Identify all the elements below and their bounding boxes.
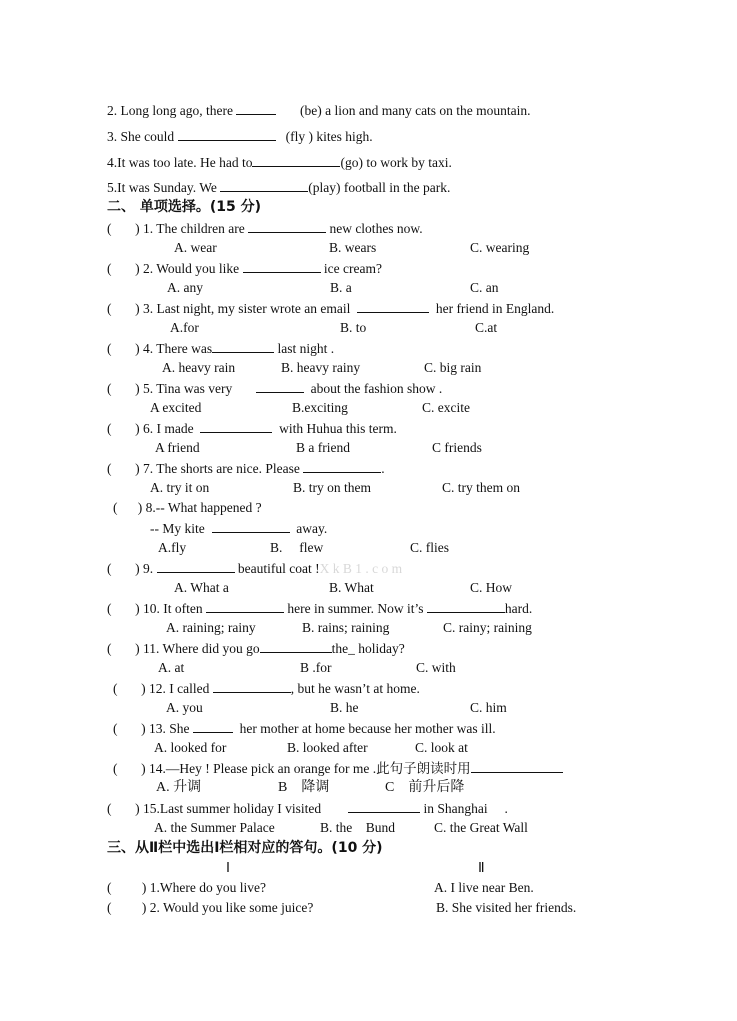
fill-question-4 <box>107 154 452 171</box>
answer-blank[interactable] <box>193 720 233 733</box>
answer-blank[interactable] <box>236 102 276 115</box>
answer-paren-open[interactable]: ( <box>113 681 118 696</box>
option-c[interactable]: C. with <box>416 660 456 675</box>
answer-blank[interactable] <box>212 520 290 533</box>
answer-blank[interactable] <box>157 560 235 573</box>
answer-paren-open[interactable]: ( <box>107 601 112 616</box>
answer-paren-open[interactable]: ( <box>113 761 118 776</box>
answer-paren-open[interactable]: ( <box>107 641 112 656</box>
answer-paren-open[interactable]: ( <box>107 461 112 476</box>
option-a[interactable]: A.fly <box>158 540 187 555</box>
question-13-stem: ) 13. She <box>141 721 190 736</box>
fill-question-2-text: 2. Long long ago, there <box>107 103 237 118</box>
match-question-1 <box>107 880 266 896</box>
option-a[interactable]: A. any <box>167 280 203 295</box>
question-4 <box>107 340 334 357</box>
option-b[interactable]: B. heavy rainy <box>281 360 361 375</box>
answer-blank[interactable] <box>256 380 304 393</box>
watermark: X k B 1 . c o m <box>319 561 403 576</box>
question-14-stem: ) 14.—Hey ! Please pick an orange for me .此句子朗读时用 <box>141 761 471 776</box>
option-c[interactable]: C. look at <box>415 740 468 755</box>
question-8-line-2-text: -- My kite <box>150 521 205 536</box>
question-2-stem-end: ice cream? <box>323 261 382 276</box>
option-a[interactable]: A. What a <box>174 580 229 595</box>
option-a[interactable]: A. try it on <box>150 480 210 495</box>
question-10-stem-end: hard. <box>504 601 533 616</box>
question-8-line-2-end: away. <box>296 521 328 536</box>
option-c[interactable]: C. flies <box>410 540 449 555</box>
answer-paren-open[interactable]: ( <box>107 421 112 436</box>
option-c[interactable]: C. How <box>470 580 513 595</box>
question-6-stem: ) 6. I made <box>135 421 194 436</box>
question-14 <box>113 760 563 777</box>
option-a[interactable]: A excited <box>150 400 202 415</box>
option-a[interactable]: A.for <box>170 320 199 335</box>
answer-paren-open[interactable]: ( <box>107 381 112 396</box>
option-b[interactable]: B .for <box>300 660 332 675</box>
answer-blank[interactable] <box>348 800 420 813</box>
answer-paren-open[interactable]: ( <box>107 221 112 236</box>
option-b[interactable]: B. he <box>330 700 359 715</box>
question-15-tail: . <box>504 801 508 816</box>
answer-blank[interactable] <box>248 220 326 233</box>
question-8-stem: ) 8.-- What happened ? <box>137 500 262 515</box>
answer-blank[interactable] <box>243 260 321 273</box>
option-b[interactable]: B. looked after <box>287 740 368 755</box>
question-1 <box>107 220 423 237</box>
question-7-stem: ) 7. The shorts are nice. Please <box>135 461 300 476</box>
question-13 <box>113 720 496 737</box>
option-a[interactable]: A. you <box>166 700 203 715</box>
option-a[interactable]: A. at <box>158 660 185 675</box>
section-3-title: 三、从Ⅱ栏中选出Ⅰ栏相对应的答句。(10 分) <box>107 840 383 856</box>
option-c[interactable]: C. excite <box>422 400 470 415</box>
option-c-letter: C <box>385 780 395 795</box>
question-4-stem-end: last night . <box>277 341 335 356</box>
option-c-text: 前升后降 <box>408 780 465 795</box>
fill-question-4-text: 4.It was too late. He had to <box>107 155 253 170</box>
question-8 <box>113 500 262 516</box>
answer-blank[interactable] <box>471 760 563 773</box>
question-5 <box>107 380 442 397</box>
question-9-stem-end: beautiful coat ! <box>237 561 320 576</box>
column-2-label: Ⅱ <box>478 860 485 875</box>
answer-blank[interactable] <box>303 460 381 473</box>
answer-blank[interactable] <box>260 640 332 653</box>
fill-question-5 <box>107 179 450 196</box>
fill-question-3-text-end: (fly ) kites high. <box>282 129 373 144</box>
option-b[interactable]: B. try on them <box>293 480 371 495</box>
answer-paren-open[interactable]: ( <box>107 900 112 915</box>
question-3-stem-end: her friend in England. <box>435 301 555 316</box>
question-6-stem-end: with Huhua this term. <box>279 421 397 436</box>
question-3 <box>107 300 554 317</box>
match-question-2-text: ) 2. Would you like some juice? <box>141 900 314 915</box>
question-2 <box>107 260 382 277</box>
option-c[interactable]: C. rainy; raining <box>443 620 532 635</box>
match-question-1-text: ) 1.Where do you live? <box>141 880 266 895</box>
answer-paren-open[interactable]: ( <box>107 261 112 276</box>
answer-paren-open[interactable]: ( <box>107 801 112 816</box>
option-b-letter: B. <box>270 540 283 555</box>
question-11-stem-end: the_ holiday? <box>331 641 405 656</box>
question-10 <box>107 600 532 617</box>
option-c[interactable]: C.at <box>475 320 498 335</box>
option-b[interactable] <box>320 820 395 836</box>
answer-paren-open[interactable]: ( <box>107 301 112 316</box>
fill-question-3 <box>107 128 373 145</box>
question-15-stem: ) 15.Last summer holiday I visited <box>135 801 322 816</box>
question-12-stem-end: , but he wasn’t at home. <box>290 681 420 696</box>
question-8-line-2 <box>150 520 327 537</box>
question-10-stem: ) 10. It often <box>135 601 203 616</box>
option-b[interactable] <box>278 780 329 796</box>
answer-paren-open[interactable]: ( <box>113 500 118 515</box>
option-a[interactable]: A. 升调 <box>156 780 202 795</box>
answer-blank[interactable] <box>212 340 274 353</box>
question-6 <box>107 420 397 437</box>
question-5-stem: ) 5. Tina was very <box>135 381 233 396</box>
option-b-text: flew <box>299 540 324 555</box>
question-9-stem: ) 9. <box>135 561 154 576</box>
question-13-stem-end: her mother at home because her mother was ill. <box>239 721 496 736</box>
option-a[interactable]: A. the Summer Palace <box>154 820 275 835</box>
answer-paren-open[interactable]: ( <box>107 341 112 356</box>
question-5-stem-end: about the fashion show . <box>310 381 443 396</box>
question-3-stem: ) 3. Last night, my sister wrote an email <box>135 301 351 316</box>
answer-blank[interactable] <box>252 154 340 167</box>
option-c[interactable]: C. wearing <box>470 240 530 255</box>
option-a[interactable]: A friend <box>155 440 200 455</box>
answer-paren-open[interactable]: ( <box>113 721 118 736</box>
option-b[interactable]: B. What <box>329 580 374 595</box>
section-2-title: 二、 单项选择。(15 分) <box>107 199 262 215</box>
question-15 <box>107 800 508 817</box>
option-b-letter: B. the <box>320 820 353 835</box>
answer-paren-open[interactable]: ( <box>107 561 112 576</box>
option-a[interactable]: A. heavy rain <box>162 360 236 375</box>
option-c[interactable]: C. an <box>470 280 499 295</box>
answer-blank[interactable] <box>200 420 272 433</box>
answer-blank[interactable] <box>220 179 308 192</box>
question-7-stem-end: . <box>381 461 385 476</box>
question-1-stem: ) 1. The children are <box>135 221 245 236</box>
option-b[interactable]: B. rains; raining <box>302 620 390 635</box>
question-12 <box>113 680 420 697</box>
option-a[interactable]: A. raining; rainy <box>166 620 256 635</box>
question-12-stem: ) 12. I called <box>141 681 210 696</box>
option-c[interactable]: C. the Great Wall <box>434 820 528 835</box>
option-c[interactable]: C. big rain <box>424 360 482 375</box>
option-b[interactable]: B. a <box>330 280 352 295</box>
option-c[interactable]: C friends <box>432 440 482 455</box>
fill-question-2-text-end: (be) a lion and many cats on the mountain. <box>296 103 531 118</box>
fill-question-3-text: 3. She could <box>107 129 178 144</box>
match-question-2 <box>107 900 313 916</box>
question-11-stem: ) 11. Where did you go <box>135 641 260 656</box>
match-answer-b: B. She visited her friends. <box>436 900 577 915</box>
question-1-stem-end: new clothes now. <box>329 221 423 236</box>
option-a[interactable]: A. wear <box>174 240 217 255</box>
column-1-label: Ⅰ <box>226 860 230 875</box>
option-b-text: 降调 <box>301 780 330 795</box>
fill-question-5-text: 5.It was Sunday. We <box>107 180 221 195</box>
answer-blank[interactable] <box>213 680 291 693</box>
option-a[interactable]: A. looked for <box>154 740 227 755</box>
option-b[interactable]: B. to <box>340 320 367 335</box>
fill-question-2 <box>107 102 531 119</box>
fill-question-4-text-end: (go) to work by taxi. <box>340 155 452 170</box>
option-b[interactable]: B a friend <box>296 440 350 455</box>
answer-paren-open[interactable]: ( <box>107 880 112 895</box>
question-4-stem: ) 4. There was <box>135 341 213 356</box>
question-11 <box>107 640 405 657</box>
question-9 <box>107 560 402 577</box>
answer-blank[interactable] <box>357 300 429 313</box>
option-b-text: Bund <box>365 820 396 835</box>
option-b[interactable]: B.exciting <box>292 400 348 415</box>
option-b[interactable] <box>270 540 323 556</box>
option-c[interactable]: C. try them on <box>442 480 520 495</box>
question-10-stem-mid: here in summer. Now it’s <box>287 601 424 616</box>
option-c[interactable] <box>385 780 464 796</box>
answer-blank[interactable] <box>206 600 284 613</box>
question-7 <box>107 460 385 477</box>
option-b[interactable]: B. wears <box>329 240 377 255</box>
answer-blank[interactable] <box>178 128 276 141</box>
match-answer-a: A. I live near Ben. <box>434 880 534 895</box>
question-2-stem: ) 2. Would you like <box>135 261 240 276</box>
answer-blank[interactable] <box>427 600 505 613</box>
question-15-stem-end: in Shanghai <box>423 801 488 816</box>
fill-question-5-text-end: (play) football in the park. <box>308 180 451 195</box>
option-b-letter: B <box>278 780 288 795</box>
option-c[interactable]: C. him <box>470 700 507 715</box>
